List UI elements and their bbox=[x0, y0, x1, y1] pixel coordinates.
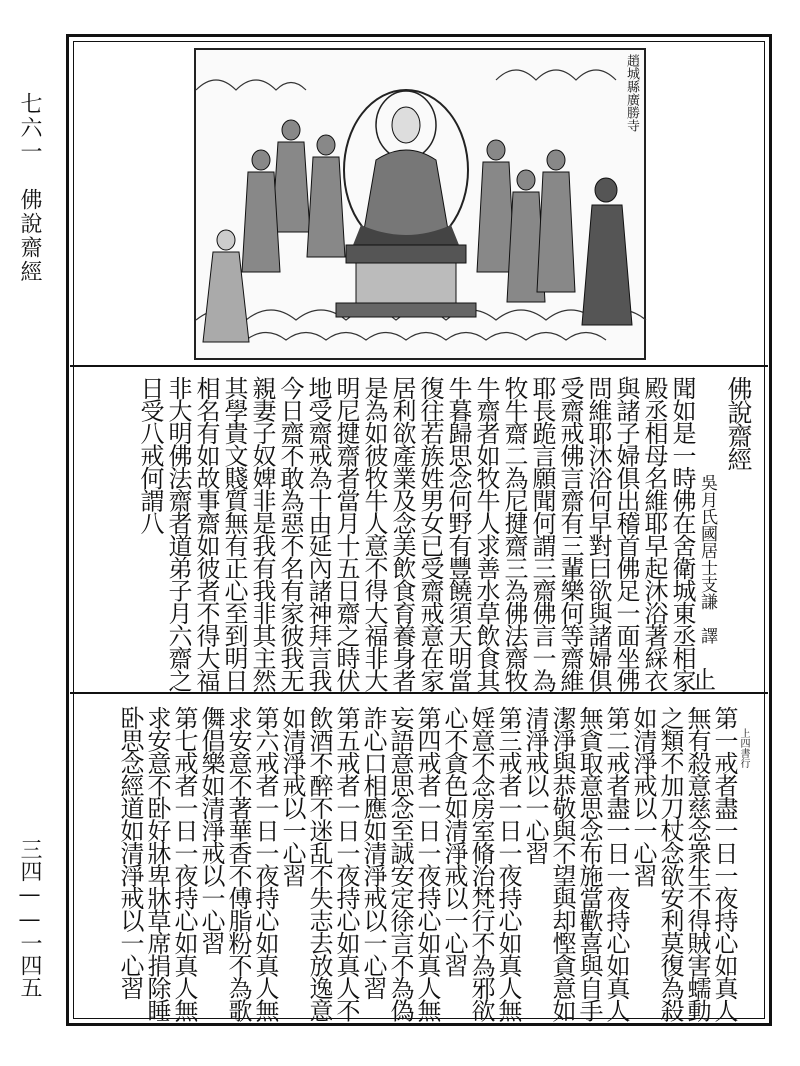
text-column: 明尼揵齋者當月十五日齋之時伏 bbox=[332, 376, 360, 691]
sutra-title: 佛說齋經 bbox=[724, 376, 753, 470]
text-column: 牛暮歸思念何野有豐饒須天明當 bbox=[444, 376, 472, 691]
text-column: 與諸子婦俱出稽首佛足一面坐佛 bbox=[612, 376, 640, 691]
text-column: 心不貪色如清淨戒以一心習 bbox=[440, 706, 468, 976]
text-column: 求安意不著華香不傅脂粉不為歌 bbox=[224, 706, 252, 1021]
text-column: 儛倡樂如清淨戒以一心習 bbox=[197, 706, 225, 954]
text-column: 非大明佛法齋者道弟子月六齋之 bbox=[164, 376, 192, 691]
text-column: 詐心口相應如清淨戒以一心習 bbox=[359, 706, 387, 999]
text-column: 清淨戒以一心習 bbox=[521, 706, 549, 864]
text-column: 第一戒者盡一日一夜持心如真人 bbox=[710, 706, 738, 1021]
text-column: 婬意不念房室脩治梵行不為邪欲 bbox=[467, 706, 495, 1021]
text-column: 如清淨戒以一心習 bbox=[278, 706, 306, 886]
text-column: 地受齋戒為十由延內諸神拜言我 bbox=[304, 376, 332, 691]
end-mark: 止 bbox=[692, 666, 716, 694]
text-column: 今日齋不敢為惡不名有家彼我无 bbox=[276, 376, 304, 691]
text-column: 卧思念經道如清淨戒以一心習 bbox=[116, 706, 144, 999]
text-column: 是為如彼牧牛人意不得大福非大 bbox=[360, 376, 388, 691]
text-column: 相名有如故事齋如彼者不得大福 bbox=[192, 376, 220, 691]
text-column: 問維耶沐浴何早對曰欲與諸婦俱 bbox=[584, 376, 612, 691]
text-column: 受齋戒佛言齋有三輩樂何等齋維 bbox=[556, 376, 584, 691]
text-column: 其學貴文賤質無有正心至到明日 bbox=[220, 376, 248, 691]
sutra-text-bottom bbox=[84, 706, 754, 1021]
page-margin-title: 七六一 佛說齋經 bbox=[17, 92, 42, 284]
section-divider-top bbox=[70, 365, 768, 367]
illustration-caption: 趙城縣廣勝寺 bbox=[624, 54, 639, 132]
text-column: 牛齋者如牧牛人求善水草飲食其 bbox=[472, 376, 500, 691]
section-divider-bottom bbox=[70, 692, 768, 694]
page-folio-number: 三四——一四五 bbox=[17, 838, 42, 998]
text-column: 妄語意思念至誠安定徐言不為偽 bbox=[386, 706, 414, 1021]
text-column: 如清淨戒以一心習 bbox=[629, 706, 657, 886]
text-column: 第七戒者一日一夜持心如真人無 bbox=[170, 706, 198, 1021]
text-column: 求安意不卧好牀卑牀草席捐除睡 bbox=[143, 706, 171, 1021]
text-column: 復往若族姓男女已受齋戒意在家 bbox=[416, 376, 444, 691]
translator-line: 吳月氏國居士支謙 譯 bbox=[697, 474, 717, 644]
text-column: 聞如是一時佛在舍衛城東丞相家 bbox=[668, 376, 696, 691]
text-column: 潔淨與恭敬與不望與却慳貪意如 bbox=[548, 706, 576, 1021]
text-column: 牧牛齋二為尼揵齋三為佛法齋牧 bbox=[500, 376, 528, 691]
text-column: 之類不加刀杖念欲安利莫復為殺 bbox=[656, 706, 684, 1021]
text-column: 第二戒者盡一日一夜持心如真人 bbox=[602, 706, 630, 1021]
text-column: 日受八戒何謂八 bbox=[136, 376, 164, 534]
frontispiece-illustration bbox=[194, 48, 646, 360]
text-column: 飲酒不醉不迷乱不失志去放逸意 bbox=[305, 706, 333, 1021]
buddha-assembly-woodcut bbox=[196, 50, 644, 358]
text-column: 第四戒者一日一夜持心如真人無 bbox=[413, 706, 441, 1021]
text-column: 第三戒者一日一夜持心如真人無 bbox=[494, 706, 522, 1021]
text-column: 親妻子奴婢非是我有我非其主然 bbox=[248, 376, 276, 691]
text-column: 居利欲產業及念美飲食育養身者 bbox=[388, 376, 416, 691]
sutra-text-top bbox=[84, 376, 754, 691]
text-column: 無貪取意思念布施當歡喜與自手 bbox=[575, 706, 603, 1021]
text-column: 第五戒者一日一夜持心如真人不 bbox=[332, 706, 360, 1021]
text-column: 耶長跪言願聞何謂三齋佛言一為 bbox=[528, 376, 556, 691]
text-column: 殿丞相母名維耶早起沐浴著綵衣 bbox=[640, 376, 668, 691]
text-column: 無有殺意慈念衆生不得賊害蠕動 bbox=[683, 706, 711, 1021]
margin-note: 上四書行 bbox=[738, 728, 749, 768]
text-column: 第六戒者一日一夜持心如真人無 bbox=[251, 706, 279, 1021]
